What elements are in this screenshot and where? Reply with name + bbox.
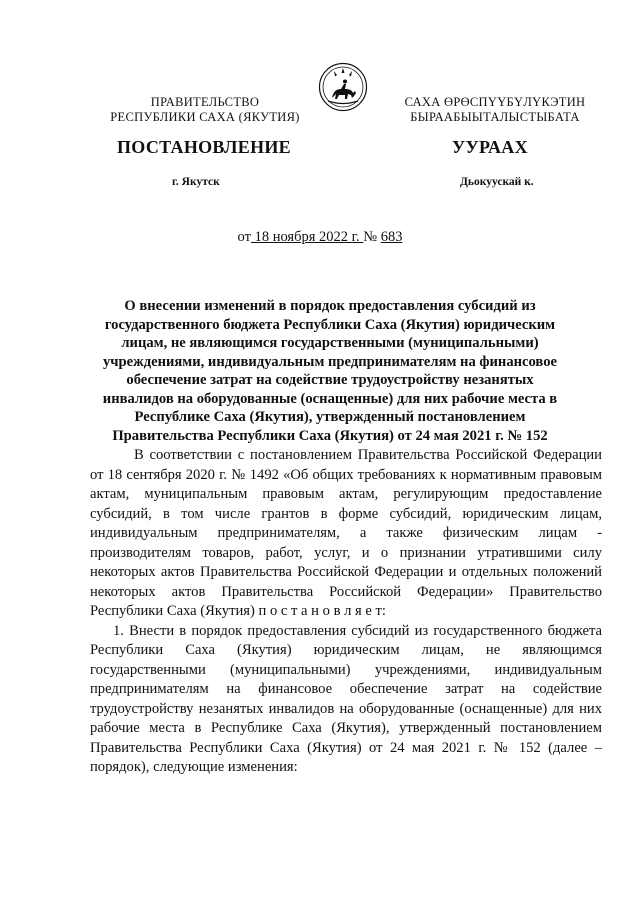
- government-name-yakut: [385, 95, 605, 125]
- body-paragraph-preamble: В соответствии с постановлением Правительства Российской Федерации от 18 сентября 2020 г. № 1492 «Об общих требованиях к нормативным правовым актам, муниципальным правовым актам, регулирующим предоставление субсидий, в том числе грантов в форме субсидий, юридическим лицам, индивидуальным предпринимателям, а также физическим лицам - производителям товаров, работ, услуг, и о признании утратившими силу некоторых актов Правительства Российской Федерации и отдельных положений некоторых актов Правительства Российской Федерации» Правительство Республики Саха (Якутия) п о с т а н о в л я е т:: [90, 447, 602, 619]
- body-paragraph-item-1: 1. Внести в порядок предоставления субсидий из государственного бюджета Республики Саха (Якутия) юридическим лицам, не являющимся государственными (муниципальными) учреждениями, индивидуальным предпринимателям на финансовое обеспечение затрат на содействие трудоустройству незанятых инвалидов на оборудованные (оснащенные) для них рабочие места в Республике Саха (Якутия), утвержденный постановлением Правительства Республики Саха (Якутия) от 24 мая 2021 г. № 152 (далее – порядок), следующие изменения:: [90, 622, 602, 775]
- date-prefix: от: [237, 229, 251, 245]
- government-name-line1: ПРАВИТЕЛЬСТВО: [150, 95, 260, 109]
- document-body: [90, 446, 602, 778]
- number-sign: №: [363, 229, 381, 245]
- document-date: 18 ноября 2022 г.: [250, 229, 364, 245]
- government-name-russian: [95, 95, 315, 125]
- government-name-line2: РЕСПУБЛИКИ САХА (ЯКУТИЯ): [110, 110, 300, 124]
- document-heading: О внесении изменений в порядок предоставления субсидий из государственного бюджета Республики Саха (Якутия) юридическим лицам, не являющимся государственными (муниципальными) учреждениями, индивидуальным предпринимателям на финансовое обеспечение затрат на содействие трудоустройству незанятых инвалидов на оборудованные (оснащенные) для них рабочие места в Республике Саха (Якутия), утвержденный постановлением Правительства Республики Саха (Якутия) от 24 мая 2021 г. № 152: [102, 298, 558, 444]
- government-name-yakut-line1: САХА ӨРӨСПҮҮБҮЛҮКЭТИН: [404, 95, 586, 109]
- city-russian: г. Якутск: [172, 176, 220, 188]
- document-number: 683: [380, 229, 403, 245]
- coat-of-arms-icon: [318, 62, 368, 112]
- city-yakut: Дьокуускай к.: [460, 176, 534, 188]
- document-type-russian: ПОСТАНОВЛЕНИЕ: [117, 137, 291, 157]
- document-type-yakut: УУРААХ: [452, 137, 528, 157]
- document-date-number: [0, 229, 640, 246]
- government-name-yakut-line2: БЫРААБЫЫТАЛЫСТЫБАТА: [410, 110, 580, 124]
